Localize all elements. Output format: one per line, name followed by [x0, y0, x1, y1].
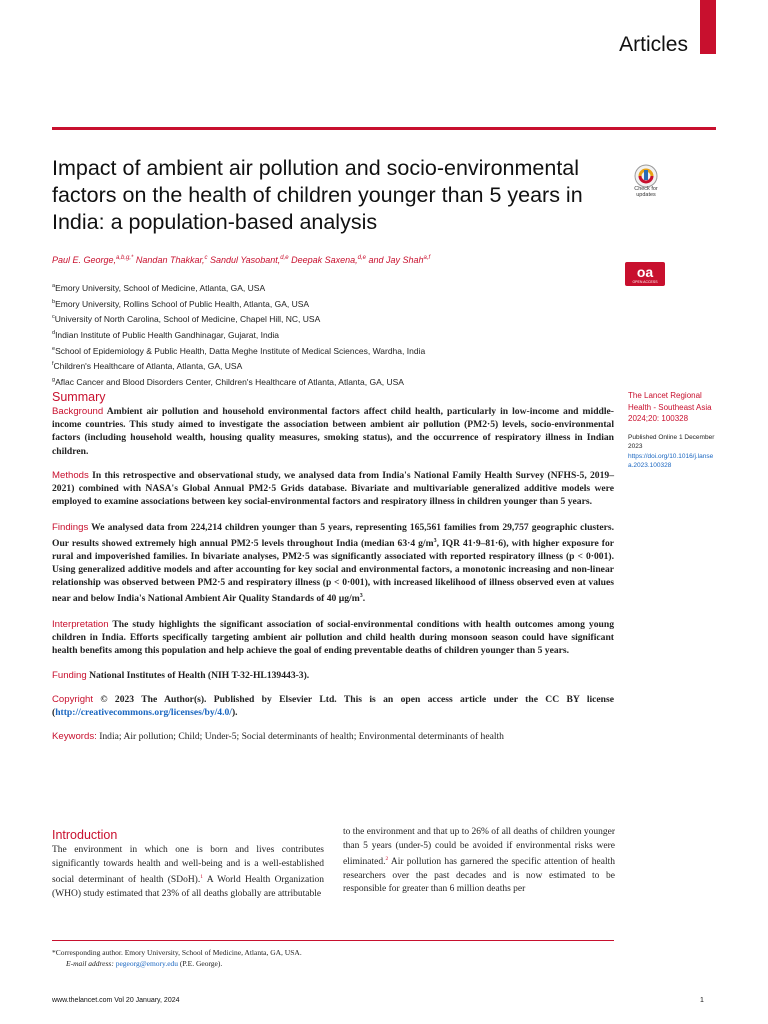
- footnote-rule: [52, 940, 614, 941]
- affiliation: $^d$Indian Institute of Public Health Gandhinagar, Gujarat, India: [52, 329, 280, 340]
- open-access-logo: oa: [625, 262, 665, 286]
- affiliations: [52, 280, 612, 389]
- page-number: 1: [700, 997, 704, 1004]
- corner-accent-bar: [700, 0, 716, 54]
- abstract-interpretation: Interpretation The study highlights the significant association of social-environmental conditions with health outcomes among young children in India. Efforts specifically targeting ambient air pollution and child health during monsoon season could have significant health benefits among this population and help achieve the goal of ending preventable deaths of children younger than 5 years.: [52, 619, 614, 657]
- affiliation: $^a$Emory University, School of Medicine, Atlanta, GA, USA: [52, 282, 266, 293]
- abstract-keywords: Keywords: India; Air pollution; Child; Under-5; Social determinants of health; Environmental determinants of health: [52, 731, 504, 743]
- article-title: Impact of ambient air pollution and socio-environmental factors on the health of children younger than 5 years in India: a population-based analysis: [52, 156, 583, 234]
- intro-column-1: The environment in which one is born and lives contributes significantly towards health and well-being and is a well-established social determinant of health (SDoH).$^1$ A World Health Organization (WHO) study estimated that 23% of all deaths globally are attributable: [52, 845, 324, 899]
- summary-heading: Summary: [52, 390, 106, 404]
- intro-column-2: to the environment and that up to 26% of all deaths of children younger than 5 years (under-5) could be avoided if environmental risks were eliminated.$^2$ Air pollution has garnered the specific attention of health researchers over the past decades and is now estimated to be responsible for greater than 6 million deaths per: [343, 827, 615, 895]
- footer-journal-info: www.thelancet.com Vol 20 January, 2024: [52, 997, 180, 1004]
- published-date: Published Online 1 December 2023: [628, 434, 715, 451]
- abstract-funding: Funding National Institutes of Health (NIH T-32-HL139443-3).: [52, 669, 310, 681]
- author-list: Paul E. George,$^{a,b,g,*}$ Nandan Thakkar,$^c$ Sandul Yasobant,$^{d,e}$ Deepak Saxena,$^{d,e}$ and Jay Shah$^{a,f}$: [52, 255, 431, 265]
- abstract-copyright: Copyright © 2023 The Author(s). Published by Elsevier Ltd. This is an open access article under the CC BY license (http://creativecommons.org/licenses/by/4.0/).: [52, 693, 614, 719]
- affiliation: $^e$School of Epidemiology & Public Health, Datta Meghe Institute of Medical Sciences, Wardha, India: [52, 345, 426, 356]
- footnote: *Corresponding author. Emory University, School of Medicine, Atlanta, GA, USA. E-mail address: pegeorg@emory.edu (P.E. George).: [52, 948, 302, 968]
- affiliation: $^f$Children's Healthcare of Atlanta, Atlanta, GA, USA: [52, 360, 243, 371]
- abstract: [52, 405, 614, 754]
- email-link[interactable]: pegeorg@emory.edu: [115, 959, 179, 968]
- header-rule: [52, 127, 716, 130]
- affiliation: $^b$Emory University, Rollins School of Public Health, Atlanta, GA, USA: [52, 298, 310, 309]
- abstract-background: Background Ambient air pollution and household environmental factors affect child health, particularly in low-income and middle-income countries. This study aimed to investigate the association between ambient air pollution (PM2·5) levels, socio-environmental factors (including household wealth, housing quality measures, smoking status), and the occurrence of respiratory illness in Indian children.: [52, 406, 614, 457]
- affiliation: $^c$University of North Carolina, School of Medicine, Chapel Hill, NC, USA: [52, 314, 321, 325]
- check-for-updates-label[interactable]: Check for updates: [634, 186, 658, 198]
- doi-link[interactable]: https://doi.org/10.1016/j.lansea.2023.100328: [628, 453, 714, 470]
- license-link[interactable]: http://creativecommons.org/licenses/by/4.0/: [55, 707, 232, 719]
- introduction-heading: Introduction: [52, 828, 118, 842]
- affiliation: $^g$Aflac Cancer and Blood Disorders Center, Children's Healthcare of Atlanta, Atlanta, GA, USA: [52, 376, 404, 387]
- open-access-label: OPEN ACCESS: [632, 280, 658, 284]
- journal-citation: The Lancet Regional Health - Southeast Asia 2024;20: 100328: [628, 391, 712, 423]
- abstract-findings: Findings We analysed data from 224,214 children younger than 5 years, representing 165,561 families from 29,757 geographic clusters. Our results showed extremely high annual PM2·5 levels throughout India (median 63·4 $g/m^3$, IQR 41·9–81·6), with higher exposure for rural and impoverished families. In bivariate analyses, PM2·5 was significantly associated with reported respiratory illness (p < 0·001). Using generalized additive models and after accounting for key social and environmental factors, a monotonic increasing and non-linear relationship was observed between PM2·5 and respiratory illness (p < 0·001), with increased likelihood of illness observed even at values near and below India's National Ambient Air Quality Standards of 40 $\mu g/m^3$.: [52, 522, 615, 604]
- abstract-methods: Methods In this retrospective and observational study, we analysed data from India's National Family Health Survey (NFHS-5, 2019–2021) combined with NASA's Global Annual PM2·5 Grids database. Bivariate and multivariable generalized additive models were employed to examine associations between key social-environmental factors and respiratory illness in children younger than 5 years.: [52, 469, 614, 508]
- section-label: Articles: [619, 33, 688, 56]
